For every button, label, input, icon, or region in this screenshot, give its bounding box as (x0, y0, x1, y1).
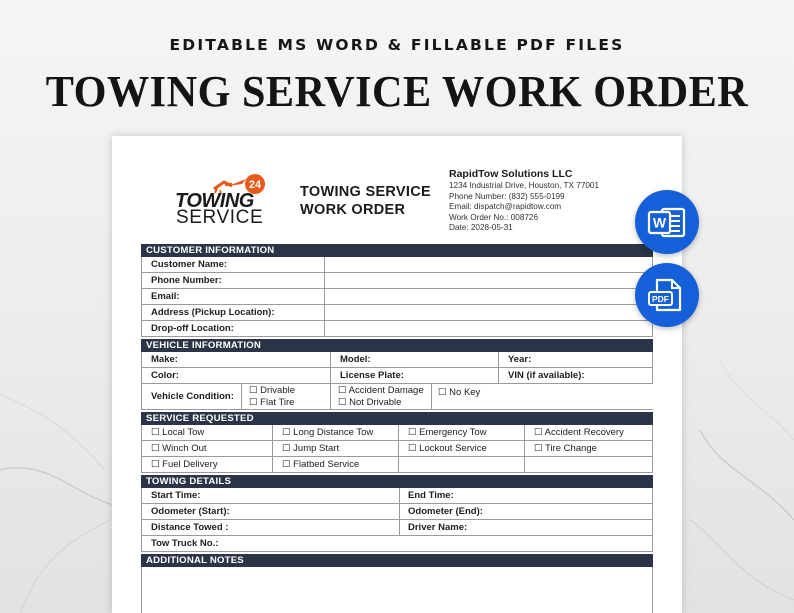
work-order-date: Date: 2028-05-31 (449, 223, 513, 233)
additional-notes-field[interactable] (141, 567, 653, 613)
dropoff-location-field[interactable] (325, 321, 653, 337)
section-service-requested: SERVICE REQUESTED (141, 412, 653, 425)
checkbox-no-key[interactable]: ☐ No Key (438, 387, 481, 398)
form-row (141, 305, 653, 321)
form-row (141, 384, 653, 410)
form-row (141, 457, 653, 473)
company-phone: Phone Number: (832) 555-0199 (449, 191, 565, 201)
word-badge-letter: W (652, 214, 667, 231)
company-address: 1234 Industrial Drive, Houston, TX 77001 (449, 181, 600, 190)
work-order-number: Work Order No.: 008726 (449, 212, 539, 222)
driver-name-field[interactable]: Driver Name: (400, 520, 653, 536)
pickup-address-field[interactable] (325, 305, 653, 321)
form-row (141, 536, 653, 552)
checkbox-accident-recovery[interactable]: ☐ Accident Recovery (525, 425, 653, 441)
phone-number-label: Phone Number: (142, 273, 325, 289)
section-additional-notes: ADDITIONAL NOTES (141, 554, 653, 567)
checkbox-lockout-service[interactable]: ☐ Lockout Service (399, 441, 525, 457)
form-row (141, 368, 653, 384)
end-time-field[interactable]: End Time: (400, 488, 653, 504)
make-field[interactable]: Make: (142, 352, 331, 368)
customer-name-label: Customer Name: (142, 257, 325, 273)
company-email: Email: dispatch@rapidtow.com (449, 202, 562, 212)
checkbox-local-tow[interactable]: ☐ Local Tow (142, 425, 273, 441)
checkbox-fuel-delivery[interactable]: ☐ Fuel Delivery (142, 457, 273, 473)
pdf-file-badge (635, 263, 699, 327)
checkbox-drivable[interactable]: ☐ Drivable (249, 384, 296, 396)
condition-options-group (331, 384, 432, 410)
logo-word-towing: TOWING (175, 190, 254, 212)
customer-name-field[interactable] (325, 257, 653, 273)
checkbox-flat-tire[interactable]: ☐ Flat Tire (249, 396, 295, 408)
dropoff-location-label: Drop-off Location: (142, 321, 325, 337)
condition-options-group (432, 384, 653, 410)
logo-number: 24 (248, 179, 262, 191)
tow-truck-number-field[interactable]: Tow Truck No.: (142, 536, 653, 552)
section-towing-details: TOWING DETAILS (141, 475, 653, 488)
word-document-icon (635, 190, 699, 254)
email-label: Email: (142, 289, 325, 305)
form-row (141, 488, 653, 504)
section-vehicle-information: VEHICLE INFORMATION (141, 339, 653, 352)
vin-field[interactable]: VIN (if available): (499, 368, 653, 384)
form-row (141, 504, 653, 520)
license-plate-field[interactable]: License Plate: (331, 368, 499, 384)
empty-cell (525, 457, 653, 473)
page-subtitle: EDITABLE MS WORD & FILLABLE PDF FILES (169, 36, 625, 54)
form-row (141, 273, 653, 289)
document-title-line2: WORK ORDER (300, 202, 406, 218)
odometer-end-field[interactable]: Odometer (End): (400, 504, 653, 520)
pickup-address-label: Address (Pickup Location): (142, 305, 325, 321)
checkbox-not-drivable[interactable]: ☐ Not Drivable (338, 396, 402, 408)
start-time-field[interactable]: Start Time: (142, 488, 400, 504)
work-order-form (141, 244, 653, 613)
document-title (300, 183, 431, 219)
condition-options-group (242, 384, 331, 410)
form-row (141, 289, 653, 305)
checkbox-emergency-tow[interactable]: ☐ Emergency Tow (399, 425, 525, 441)
model-field[interactable]: Model: (331, 352, 499, 368)
logo-word-service: SERVICE (176, 207, 264, 228)
email-field[interactable] (325, 289, 653, 305)
document-title-line1: TOWING SERVICE (300, 184, 431, 200)
empty-cell (399, 457, 525, 473)
checkbox-accident-damage[interactable]: ☐ Accident Damage (338, 384, 424, 396)
year-field[interactable]: Year: (499, 352, 653, 368)
checkbox-tire-change[interactable]: ☐ Tire Change (525, 441, 653, 457)
form-row (141, 321, 653, 337)
form-row (141, 257, 653, 273)
form-row (141, 352, 653, 368)
form-row (141, 520, 653, 536)
company-name: RapidTow Solutions LLC (449, 168, 573, 180)
checkbox-flatbed-service[interactable]: ☐ Flatbed Service (273, 457, 399, 473)
color-field[interactable]: Color: (142, 368, 331, 384)
checkbox-jump-start[interactable]: ☐ Jump Start (273, 441, 399, 457)
vehicle-condition-label: Vehicle Condition: (142, 384, 242, 410)
section-customer-information: CUSTOMER INFORMATION (141, 244, 653, 257)
pdf-document-icon (635, 263, 699, 327)
word-file-badge (635, 190, 699, 254)
checkbox-long-distance-tow[interactable]: ☐ Long Distance Tow (273, 425, 399, 441)
page-title: TOWING SERVICE WORK ORDER (45, 67, 749, 116)
pdf-badge-label: PDF (652, 294, 669, 304)
odometer-start-field[interactable]: Odometer (Start): (142, 504, 400, 520)
phone-number-field[interactable] (325, 273, 653, 289)
checkbox-winch-out[interactable]: ☐ Winch Out (142, 441, 273, 457)
form-row (141, 425, 653, 441)
form-row (141, 441, 653, 457)
company-info (449, 168, 599, 234)
distance-towed-field[interactable]: Distance Towed : (142, 520, 400, 536)
